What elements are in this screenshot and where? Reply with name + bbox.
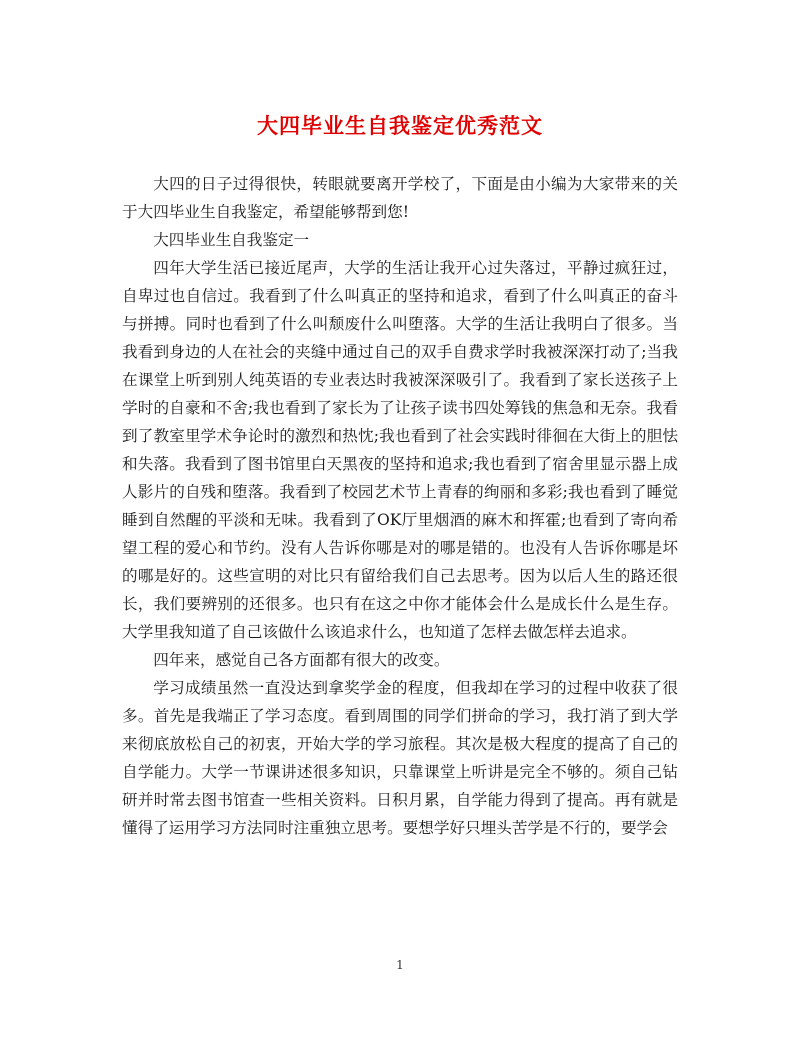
body-paragraph: 四年来，感觉自己各方面都有很大的改变。 bbox=[153, 651, 450, 669]
document-title: 大四毕业生自我鉴定优秀范文 bbox=[257, 113, 543, 138]
section-heading: 大四毕业生自我鉴定一 bbox=[153, 231, 310, 249]
body-paragraph: 学习成绩虽然一直没达到拿奖学金的程度，但我却在学习的过程中收获了很多。首先是我端正了学习态度。看到周围的同学们拼命的学习，我打消了到大学来彻底放松自己的初衷，开始大学的学习旅程。其次是极大程度的提高了自己的自学能力。大学一节课讲述很多知识，只靠课堂上听讲是完全不够的。须自己钻研并时常去图书馆查一些相关资料。日积月累，自学能力得到了提高。再有就是懂得了运用学习方法同时注重独立思考。要想学好只埋头苦学是不行的，要学会 bbox=[122, 679, 678, 837]
page-number: 1 bbox=[396, 958, 404, 972]
body-paragraph: 四年大学生活已接近尾声，大学的生活让我开心过失落过，平静过疯狂过，自卑过也自信过。我看到了什么叫真正的坚持和追求，看到了什么叫真正的奋斗与拼搏。同时也看到了什么叫颓废什么叫堕落。大学的生活让我明白了很多。当我看到身边的人在社会的夹缝中通过自己的双手自费求学时我被深深打动了;当我在课堂上听到别人纯英语的专业表达时我被深深吸引了。我看到了家长送孩子上学时的自豪和不舍;我也看到了家长为了让孩子读书四处筹钱的焦急和无奈。我看到了教室里学术争论时的激烈和热忱;我也看到了社会实践时徘徊在大街上的胆怯和失落。我看到了图书馆里白天黑夜的坚持和追求;我也看到了宿舍里显示器上成人影片的自残和堕落。我看到了校园艺术节上青春的绚丽和多彩;我也看到了睡觉睡到自然醒的平淡和无味。我看到了OK厅里烟酒的麻木和挥霍;也看到了寄向希望工程的爱心和节约。没有人告诉你哪是对的哪是错的。也没有人告诉你哪是坏的哪是好的。这些宣明的对比只有留给我们自己去思考。因为以后人生的路还很长，我们要辨别的还很多。也只有在这之中你才能体会什么是成长什么是生存。大学里我知道了自己该做什么该追求什么，也知道了怎样去做怎样去追求。 bbox=[122, 259, 678, 641]
intro-paragraph: 大四的日子过得很快，转眼就要离开学校了，下面是由小编为大家带来的关于大四毕业生自我鉴定，希望能够帮到您! bbox=[122, 175, 678, 221]
document-body bbox=[122, 170, 678, 842]
